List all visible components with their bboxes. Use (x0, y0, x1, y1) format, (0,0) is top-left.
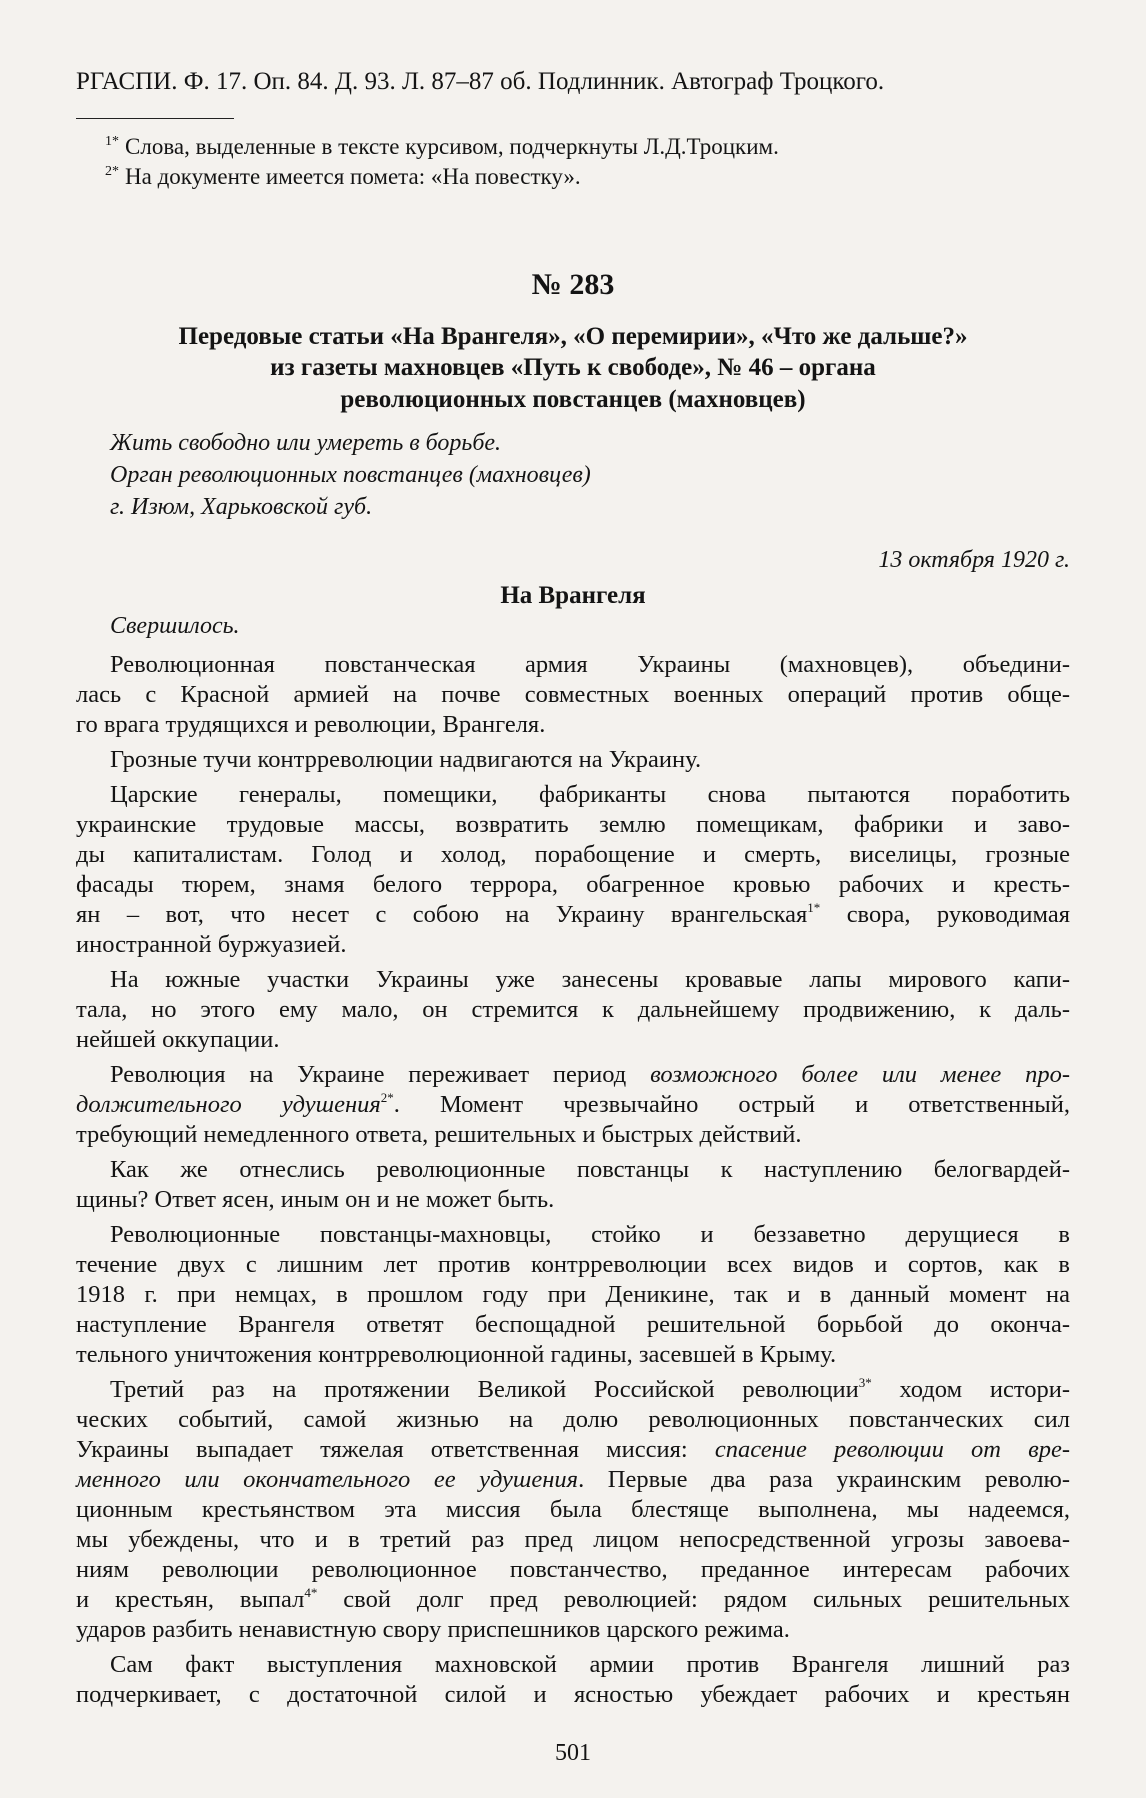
text-line: Революционная повстанческая армия Украины (махновцев), объедини- (110, 651, 1070, 678)
document-title-line: из газеты махновцев «Путь к свободе», № 46 – органа (270, 354, 876, 381)
text-line: го врага трудящихся и революции, Врангеля. (76, 711, 546, 738)
text-line: На южные участки Украины уже занесены кровавые лапы мирового капи- (110, 966, 1070, 993)
footnote-ref: 1* (807, 900, 821, 915)
emphasis-fragment: менного или окончательного ее удушения (76, 1466, 579, 1493)
text-line: 1918 г. при немцах, в прошлом году при Деникине, так и в данный момент на (76, 1281, 1070, 1308)
page-number: 501 (555, 1740, 591, 1766)
footnote-mark: 1* (105, 134, 119, 149)
text-fragment: Революция на Украине переживает период (110, 1061, 651, 1088)
text-line (76, 1435, 1070, 1465)
text-line: Революционные повстанцы-махновцы, стойко и беззаветно дерущиеся в (110, 1221, 1070, 1248)
text-line (110, 1375, 1070, 1405)
footnote-ref: 3* (858, 1375, 872, 1390)
document-title-line: революционных повстанцев (махновцев) (340, 386, 806, 413)
text-fragment: и крестьян, выпал (76, 1586, 305, 1613)
text-line: тельного уничтожения контрреволюционной гадины, засевшей в Крыму. (76, 1341, 837, 1368)
text-fragment: . Первые два раза украинским револю- (578, 1466, 1071, 1493)
epigraph-line: Жить свободно или умереть в борьбе. (110, 430, 502, 456)
text-line: ционным крестьянством эта миссия была блестяще выполнена, мы надеемся, (76, 1496, 1070, 1523)
article-title: На Врангеля (500, 582, 646, 609)
emphasis-fragment: должительного удушения (76, 1091, 381, 1118)
text-line: иностранной буржуазией. (76, 931, 347, 958)
text-line: Сам факт выступления махновской армии против Врангеля лишний раз (110, 1651, 1070, 1678)
text-fragment: свора, руководимая (820, 901, 1070, 928)
footnote-2 (105, 164, 581, 190)
footnote-ref: 2* (380, 1090, 394, 1105)
footnote-text: Слова, выделенные в тексте курсивом, подчеркнуты Л.Д.Троцким. (125, 134, 779, 159)
document-title-line: Передовые статьи «На Врангеля», «О перемирии», «Что же дальше?» (178, 323, 968, 350)
text-line (76, 1465, 1070, 1495)
epigraph-line: Орган революционных повстанцев (махновцев) (110, 462, 591, 488)
document-date: 13 октября 1920 г. (878, 547, 1070, 573)
text-line: требующий немедленного ответа, решительных и быстрых действий. (76, 1121, 802, 1148)
text-line: наступление Врангеля ответят беспощадной решительной борьбой до оконча- (76, 1311, 1070, 1338)
text-fragment: ходом истори- (871, 1376, 1070, 1403)
archive-reference: РГАСПИ. Ф. 17. Оп. 84. Д. 93. Л. 87–87 об. Подлинник. Автограф Троцкого. (76, 68, 885, 95)
text-line (76, 900, 1070, 930)
document-number: № 283 (531, 268, 615, 301)
text-line: Грозные тучи контрреволюции надвигаются на Украину. (110, 746, 702, 773)
emphasis-fragment: возможного более или менее про- (650, 1061, 1070, 1088)
text-line: украинские трудовые массы, возвратить землю помещикам, фабрики и заво- (76, 811, 1070, 838)
epigraph-line: г. Изюм, Харьковской губ. (110, 494, 373, 520)
text-line: мы убеждены, что и в третий раз пред лицом непосредственной угрозы завоева- (76, 1526, 1070, 1553)
text-fragment: . Момент чрезвычайно острый и ответственный, (393, 1091, 1071, 1118)
document-page (76, 40, 1070, 1780)
footnote-text: На документе имеется помета: «На повестку». (125, 164, 581, 189)
text-line: ниям революции революционное повстанчество, преданное интересам рабочих (76, 1556, 1070, 1583)
text-line (76, 1090, 1070, 1120)
text-fragment: Украины выпадает тяжелая ответственная миссия: (76, 1436, 715, 1463)
text-fragment: Третий раз на протяжении Великой Российской революции (110, 1376, 859, 1403)
footnote-mark: 2* (105, 164, 119, 179)
text-line: подчеркивает, с достаточной силой и ясностью убеждает рабочих и крестьян (76, 1681, 1070, 1708)
article-opening: Свершилось. (110, 613, 240, 639)
text-line: ударов разбить ненавистную свору приспешников царского режима. (76, 1616, 790, 1643)
text-line: течение двух с лишним лет против контрреволюции всех видов и сортов, как в (76, 1251, 1070, 1278)
footnote-1 (105, 134, 779, 160)
text-line (76, 1585, 1070, 1615)
text-fragment: свой долг пред революцией: рядом сильных решительных (317, 1586, 1071, 1613)
text-line: нейшей оккупации. (76, 1026, 280, 1053)
text-line: ды капиталистам. Голод и холод, порабощение и смерть, виселицы, грозные (76, 841, 1070, 868)
emphasis-fragment: спасение революции от вре- (714, 1436, 1070, 1463)
text-line: тала, но этого ему мало, он стремится к дальнейшему продвижению, к даль- (76, 996, 1070, 1023)
text-line: щины? Ответ ясен, иным он и не может быть. (76, 1186, 555, 1213)
text-line: Как же отнеслись революционные повстанцы к наступлению белогвардей- (110, 1156, 1070, 1183)
text-line: лась с Красной армией на почве совместных военных операций против обще- (76, 681, 1070, 708)
text-line: ческих событий, самой жизнью на долю революционных повстанческих сил (76, 1406, 1070, 1433)
text-line: Царские генералы, помещики, фабриканты снова пытаются поработить (110, 781, 1070, 808)
text-line: фасады тюрем, знамя белого террора, обагренное кровью рабочих и кресть- (76, 871, 1070, 898)
text-line (110, 1060, 1070, 1090)
footnote-divider (76, 118, 234, 119)
footnote-ref: 4* (304, 1585, 318, 1600)
text-fragment: ян – вот, что несет с собою на Украину врангельская (76, 901, 808, 928)
